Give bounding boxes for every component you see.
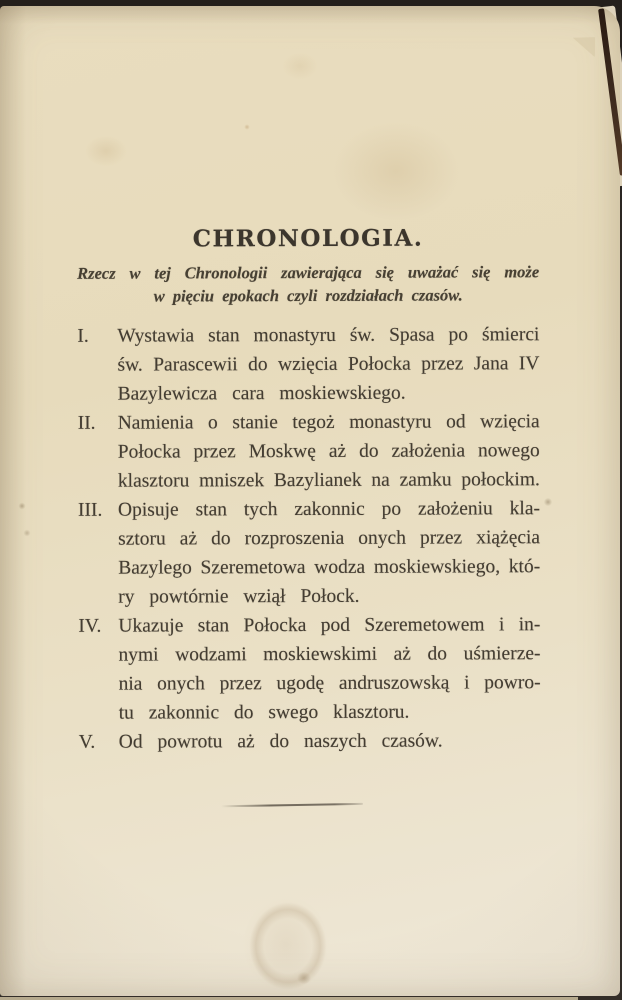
item-line: nia onych przez ugodę andruszowską i powro- (118, 672, 541, 695)
page-title: CHRONOLOGIA. (192, 224, 424, 253)
item-line: Wystawia stan monastyru św. Spasa po śmierci (117, 324, 540, 347)
item-line: Od powrotu aż do naszych czasów. (118, 730, 443, 753)
item-line: Opisuje stan tych zakonnic po założeniu kla- (117, 498, 541, 521)
item-line: Połocka przez Moskwę aż do założenia nowego (117, 440, 540, 463)
item-line: sztoru aż do rozproszenia onych przez xiążęcia (118, 527, 541, 550)
item-text (119, 726, 541, 756)
toc-item-5 (79, 726, 541, 757)
item-text (118, 407, 540, 495)
chapter-subtitle (77, 260, 539, 308)
item-line: św. Parascewii do wzięcia Połocka przez Jana IV (117, 353, 540, 376)
item-numeral: II. (77, 412, 96, 434)
item-line: Bazylego Szeremetowa wodza moskiewskiego, któ- (118, 556, 541, 579)
chapter-list (77, 320, 541, 757)
item-line: klasztoru mniszek Bazylianek na zamku połockim. (117, 469, 540, 492)
item-numeral: I. (77, 325, 89, 347)
item-numeral: III. (77, 499, 103, 521)
toc-item-2 (78, 407, 540, 496)
item-line: ry powtórnie wziął Połock. (118, 585, 360, 608)
subtitle-line-2: w pięciu epokach czyli rozdziałach czasów. (153, 285, 463, 306)
item-text (117, 320, 539, 408)
item-numeral: IV. (78, 615, 102, 637)
item-line: tu zakonnic do swego klasztoru. (118, 701, 410, 724)
item-text (118, 494, 540, 611)
toc-item-4 (78, 610, 540, 728)
item-numeral: V. (78, 731, 96, 753)
item-text (118, 610, 540, 727)
page-corner-crease (571, 35, 597, 57)
book-page (0, 6, 620, 996)
section-divider (221, 803, 363, 807)
item-line: Namienia o stanie tegoż monastyru od wzięcia (117, 411, 540, 434)
toc-item-3 (78, 494, 540, 612)
item-line: Bazylewicza cara moskiewskiego. (117, 382, 406, 405)
subtitle-line-1: Rzecz w tej Chronologii zawierająca się uważać się może (77, 262, 540, 283)
toc-item-1 (77, 320, 539, 409)
item-line: nymi wodzami moskiewskimi aż do uśmierze- (118, 643, 541, 666)
item-line: Ukazuje stan Połocka pod Szeremetowem i in- (118, 614, 541, 637)
page-content (77, 223, 541, 807)
